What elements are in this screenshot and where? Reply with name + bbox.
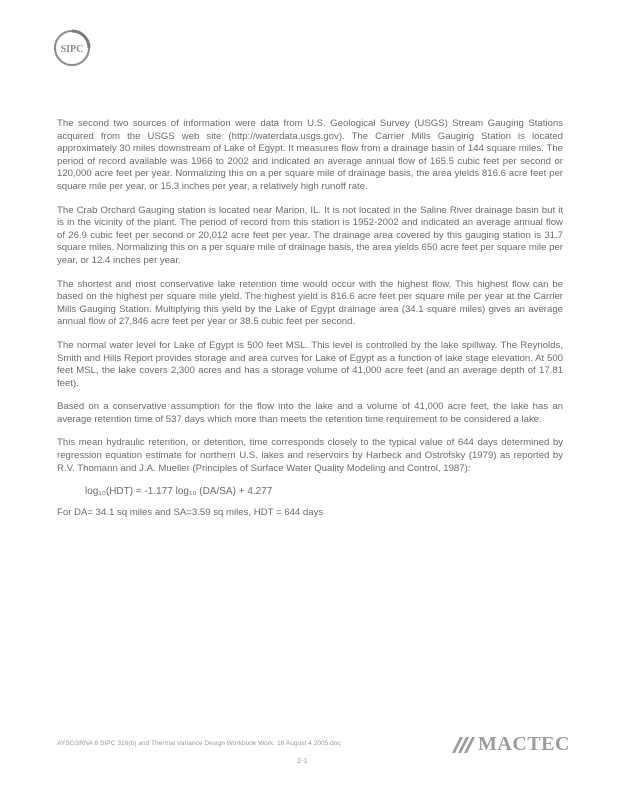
sipc-logo-icon	[52, 28, 92, 68]
paragraph-conclusion: For DA= 34.1 sq miles and SA=3.59 sq miles, HDT = 644 days	[57, 506, 324, 518]
page-footer	[57, 733, 570, 776]
logo-text: SIPC	[60, 44, 84, 55]
page-number: 2-1	[297, 756, 308, 765]
document-body	[57, 118, 563, 530]
mactec-brand-text: MACTEC	[478, 733, 570, 755]
footer-file-path: AYSGSRNA 6 SIPC 316(b) and Thermal Variance Design Workbook Work. 16 August 4 2005.doc	[57, 740, 341, 747]
paragraph-usgs-sources: The second two sources of information were data from U.S. Geological Survey (USGS) Stream Gauging Stations acquired from the USGS web site (http://waterdata.usgs.gov). The Carrier Mills Gauging Station is located approximately 30 miles downstream of Lake of Egypt. It measures flow from a drainage basin of 144 square miles. The period of record available was 1966 to 2002 and indicated an average annual flow of 165.5 cubic feet per second or 120,000 acre feet per year. Normalizing this on a per square mile of drainage basis, the area yields 816.6 acre feet per square mile per year, or 15.3 inches per year, a relatively high runoff rate.	[57, 118, 563, 192]
paragraph-water-level: The normal water level for Lake of Egypt is 500 feet MSL. This level is controlled by the lake spillway. The Reynolds, Smith and Hills Report provides storage and area curves for Lake of Egypt as a function of lake stage elevation. At 500 feet MSL, the lake covers 2,300 acres and has a storage volume of 41,000 acre feet (and an average depth of 17.81 feet).	[57, 339, 563, 389]
paragraph-highest-flow: The shortest and most conservative lake retention time would occur with the highest flow. This highest flow can be based on the highest per square mile yield. The highest yield is 816.6 acre feet per square mile per year at the Carrier Mills Gauging Station. Multiplying this yield by the Lake of Egypt drainage area (34.1 square miles) gives an average annual flow of 27,846 acre feet per year or 38.5 cubic feet per second.	[57, 278, 563, 328]
regression-formula: log₁₀(HDT) = -1.177 log₁₀ (DA/SA) + 4.277	[85, 486, 273, 498]
paragraph-crab-orchard: The Crab Orchard Gauging station is located near Marion, IL. It is not located in the Saline River drainage basin but it is in the vicinity of the plant. The period of record from this station is 1952-2002 and indicated an average annual flow of 26.9 cubic feet per second or 20,012 acre feet per year. The drainage area covered by this gauging station is 31.7 square miles. Normalizing this on a per square mile of drainage basis, the area yields 650 acre feet per square mile per year, or 12.4 inches per year.	[57, 204, 563, 266]
paragraph-hydraulic-retention: This mean hydraulic retention, or detention, time corresponds closely to the typical value of 644 days determined by regression equation estimate for northern U.S. lakes and reservoirs by Harbeck and Ostrofsky (1979) as reported by R.V. Thomann and J.A. Mueller (Principles of Surface Water Quality Modeling and Control, 1987):	[57, 437, 563, 474]
paragraph-retention-time: Based on a conservative assumption for the flow into the lake and a volume of 41,000 acre feet, the lake has an average retention time of 537 days which more than meets the retention time requirement to be considered a lake.	[57, 401, 563, 425]
mactec-logo	[450, 733, 570, 756]
mactec-mark-icon	[450, 735, 476, 755]
